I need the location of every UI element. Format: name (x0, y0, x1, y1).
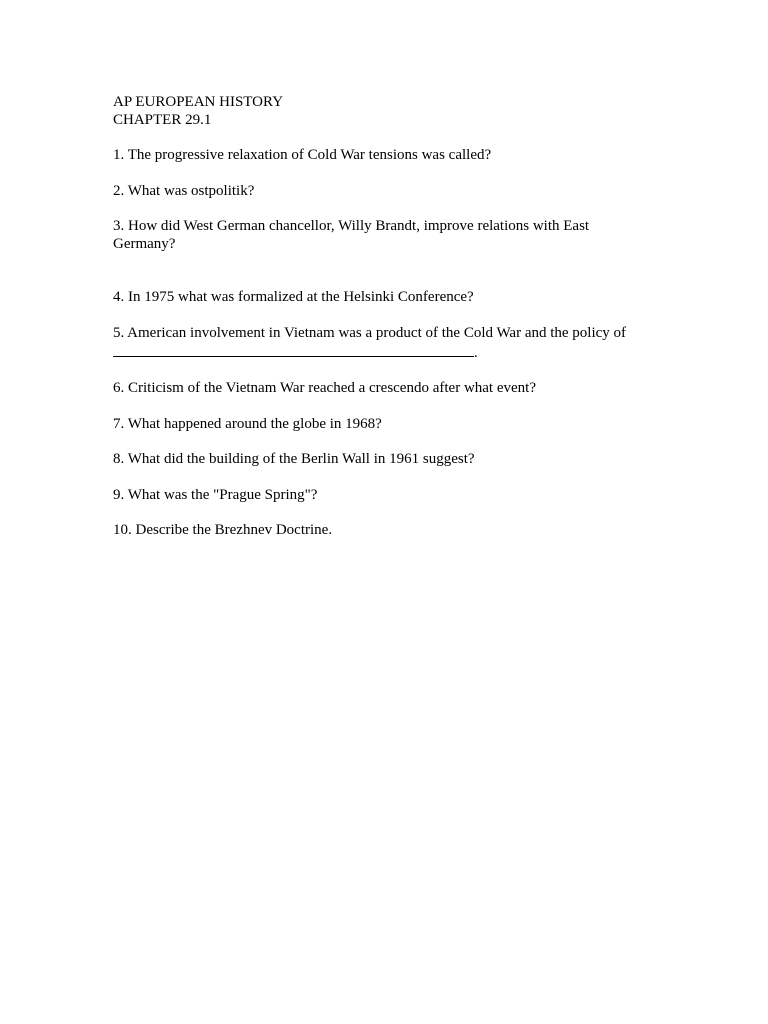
question-9: 9. What was the "Prague Spring"? (113, 486, 318, 503)
question-5-text: 5. American involvement in Vietnam was a product of the Cold War and the policy of (113, 324, 627, 341)
chapter-title: CHAPTER 29.1 (113, 112, 212, 128)
question-1: 1. The progressive relaxation of Cold War tensions was called? (113, 147, 492, 163)
question-10: 10. Describe the Brezhnev Doctrine. (113, 522, 333, 538)
question-4: 4. In 1975 what was formalized at the Helsinki Conference? (113, 289, 474, 305)
document-page (113, 93, 643, 539)
question-2: 2. What was ostpolitik? (113, 182, 255, 199)
question-5-suffix: . (474, 344, 478, 361)
question-6: 6. Criticism of the Vietnam War reached a crescendo after what event? (113, 380, 536, 396)
answer-blank-line (113, 342, 474, 357)
question-8: 8. What did the building of the Berlin Wall in 1961 suggest? (113, 451, 475, 467)
question-7: 7. What happened around the globe in 1968? (113, 415, 382, 432)
question-5 (113, 324, 643, 362)
question-3: 3. How did West German chancellor, Willy Brandt, improve relations with East Germany? (113, 218, 590, 252)
course-title: AP EUROPEAN HISTORY (113, 94, 284, 110)
